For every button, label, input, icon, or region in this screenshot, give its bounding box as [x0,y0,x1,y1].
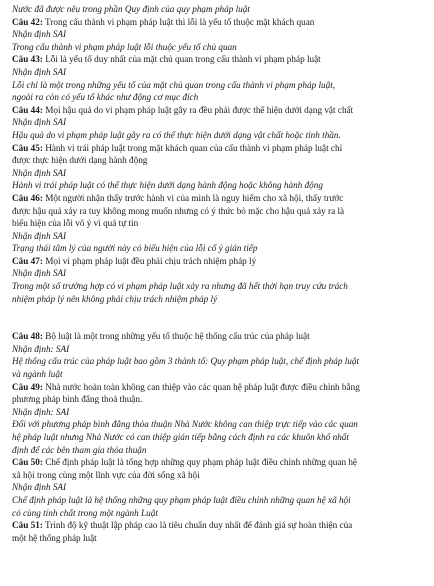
explanation-line [12,242,422,255]
explanation-text: và ngành luật [12,369,63,380]
question-line [12,469,422,482]
question-text: Chế định pháp luật là tổng hợp những quy phạm pháp luật điều chỉnh những quan hệ [42,457,358,468]
verdict-paragraph [12,230,422,243]
explanation-text: Hệ thống cấu trúc của pháp luật bao gồm 3 thành tố: Quy phạm pháp luật, chế định pháp luật [12,356,360,367]
verdict-text: Nhận định: SAI [12,343,70,354]
verdict-text: Nhận định: SAI [12,406,70,417]
explanation-text: Hậu quả do vi phạm pháp luật gây ra có thể thực hiện dưới dạng vật chất hoặc tinh thần. [12,129,341,140]
explanation-paragraph [12,41,422,54]
explanation-line [12,293,422,306]
question-number: Câu 43: [12,54,43,65]
question-number: Câu 50: [12,457,43,468]
question-line [12,217,422,230]
question-line [12,104,422,117]
qa-block-1 [12,3,422,305]
explanation-paragraph [12,494,422,519]
explanation-line [12,355,422,368]
verdict-paragraph [12,66,422,79]
question-line [12,519,422,532]
verdict-line [12,167,422,180]
verdict-paragraph [12,167,422,180]
question-text: được hậu quả xảy ra tuy không mong muốn nhưng có ý thức bỏ mặc cho hậu quả xảy ra là [12,205,345,216]
question-line [12,330,422,343]
explanation-line [12,507,422,520]
verdict-line [12,28,422,41]
explanation-paragraph [12,179,422,192]
question-number: Câu 46: [12,192,43,203]
question-line [12,154,422,167]
question-text: Trong cấu thành vi phạm pháp luật thì lỗi là yếu tố thuộc mặt khách quan [42,16,315,27]
explanation-paragraph [12,242,422,255]
explanation-text: ngoài ra còn có yếu tố khác như động cơ mục đích [12,92,199,103]
verdict-line [12,406,422,419]
explanation-line [12,431,422,444]
explanation-paragraph [12,79,422,104]
explanation-paragraph [12,3,422,16]
question-paragraph [12,16,422,29]
explanation-line [12,41,422,54]
verdict-text: Nhận định SAI [12,167,67,178]
question-line [12,393,422,406]
explanation-paragraph [12,418,422,456]
question-line [12,16,422,29]
question-text: Bộ luật là một trong những yếu tố thuộc hệ thống cấu trúc của pháp luật [42,331,310,342]
question-number: Câu 48: [12,331,43,342]
question-text: Mọi hậu quả do vi phạm pháp luật gây ra đều phải được thể hiện dưới dạng vật chất [42,104,354,115]
explanation-text: có cùng tính chất trong một ngành Luật [12,507,158,518]
explanation-line [12,280,422,293]
explanation-line [12,179,422,192]
explanation-text: Hành vi trái pháp luật có thể thực hiện dưới dạng hành động hoặc không hành động [12,180,323,191]
verdict-paragraph [12,116,422,129]
verdict-paragraph [12,481,422,494]
question-line [12,381,422,394]
question-paragraph [12,104,422,117]
verdict-line [12,343,422,356]
explanation-line [12,418,422,431]
question-text: phương pháp bình đẳng thoả thuận. [12,394,143,405]
question-paragraph [12,519,422,544]
explanation-line [12,129,422,142]
verdict-paragraph [12,343,422,356]
explanation-text: định để các bên tham gia thỏa thuận [12,444,147,455]
question-text: biểu hiện của lỗi vô ý vì quá tự tin [12,218,139,229]
question-text: được thực hiện dưới dạng hành động [12,155,148,166]
explanation-line [12,79,422,92]
question-text: Hành vi trái pháp luật trong mặt khách quan của cấu thành vi phạm pháp luật chỉ [42,142,343,153]
explanation-paragraph [12,355,422,380]
explanation-text: nhiệm pháp lý nên không phải chịu trách nhiệm pháp lý [12,293,218,304]
explanation-paragraph [12,129,422,142]
question-text: Một người nhận thấy trước hành vi của mình là nguy hiểm cho xã hội, thấy trước [42,192,344,203]
qa-block-2 [12,330,422,544]
question-line [12,53,422,66]
explanation-line [12,368,422,381]
explanation-line [12,494,422,507]
question-line [12,456,422,469]
verdict-text: Nhận định SAI [12,230,67,241]
verdict-paragraph [12,406,422,419]
verdict-text: Nhận định SAI [12,117,67,128]
explanation-line [12,91,422,104]
question-paragraph [12,53,422,66]
question-line [12,192,422,205]
verdict-paragraph [12,28,422,41]
explanation-text: Chế định pháp luật là hệ thống những quy phạm pháp luật điều chỉnh những quan hệ xã hội [12,494,351,505]
verdict-text: Nhận định SAI [12,66,67,77]
explanation-text: Trong một số trường hợp có vi phạm pháp luật xảy ra nhưng đã hết thời hạn truy cứu trách [12,281,348,292]
explanation-paragraph [12,280,422,305]
question-text: xã hội trong cùng một lĩnh vực của đời sống xã hội [12,469,200,480]
question-number: Câu 51: [12,520,43,531]
question-text: Mọi vi phạm pháp luật đều phải chịu trách nhiệm pháp lý [42,255,257,266]
explanation-text: hệ pháp luật nhưng Nhà Nước có can thiệp gián tiếp bằng cách định ra các khuôn khổ nhất [12,432,349,442]
explanation-text: Trạng thái tâm lý của người này có biểu hiện của lỗi cố ý gián tiếp [12,243,258,254]
verdict-text: Nhận định SAI [12,29,67,40]
question-line [12,142,422,155]
question-text: Nhà nước hoàn toàn không can thiệp vào các quan hệ pháp luật được điều chỉnh bằng [42,381,360,392]
question-text: Trình độ kỹ thuật lập pháp cao là tiêu chuẩn duy nhất để đánh giá sự hoàn thiện của [42,520,353,531]
question-number: Câu 42: [12,16,43,27]
explanation-line [12,444,422,457]
question-paragraph [12,456,422,481]
verdict-line [12,230,422,243]
question-number: Câu 49: [12,381,43,392]
question-paragraph [12,330,422,343]
section-gap [12,305,422,330]
verdict-text: Nhận định SAI [12,268,67,279]
verdict-line [12,481,422,494]
explanation-line [12,3,422,16]
question-paragraph [12,192,422,230]
verdict-line [12,267,422,280]
question-text: Lỗi là yếu tố duy nhất của mặt chủ quan trong cấu thành vi phạm pháp luật [42,54,321,65]
question-number: Câu 47: [12,255,43,266]
question-paragraph [12,255,422,268]
question-line [12,532,422,545]
question-text: một hệ thống pháp luật [12,532,97,543]
explanation-text: Lỗi chỉ là một trong những yếu tố của mặt chủ quan trong cấu thành vi phạm pháp luật, [12,79,336,90]
question-number: Câu 44: [12,104,43,115]
question-line [12,205,422,218]
explanation-text: Trong cấu thành vi phạm pháp luật lỗi thuộc yếu tố chủ quan [12,41,237,52]
question-paragraph [12,142,422,167]
question-number: Câu 45: [12,142,43,153]
explanation-text: Đối với phương pháp bình đẳng thỏa thuận Nhà Nước không can thiệp trực tiếp vào các quan [12,419,358,430]
verdict-line [12,116,422,129]
verdict-text: Nhận định SAI [12,482,67,493]
question-line [12,255,422,268]
explanation-text: Nước đã được nêu trong phần Quy định của quy phạm pháp luật [12,4,250,14]
question-paragraph [12,381,422,406]
verdict-paragraph [12,267,422,280]
verdict-line [12,66,422,79]
